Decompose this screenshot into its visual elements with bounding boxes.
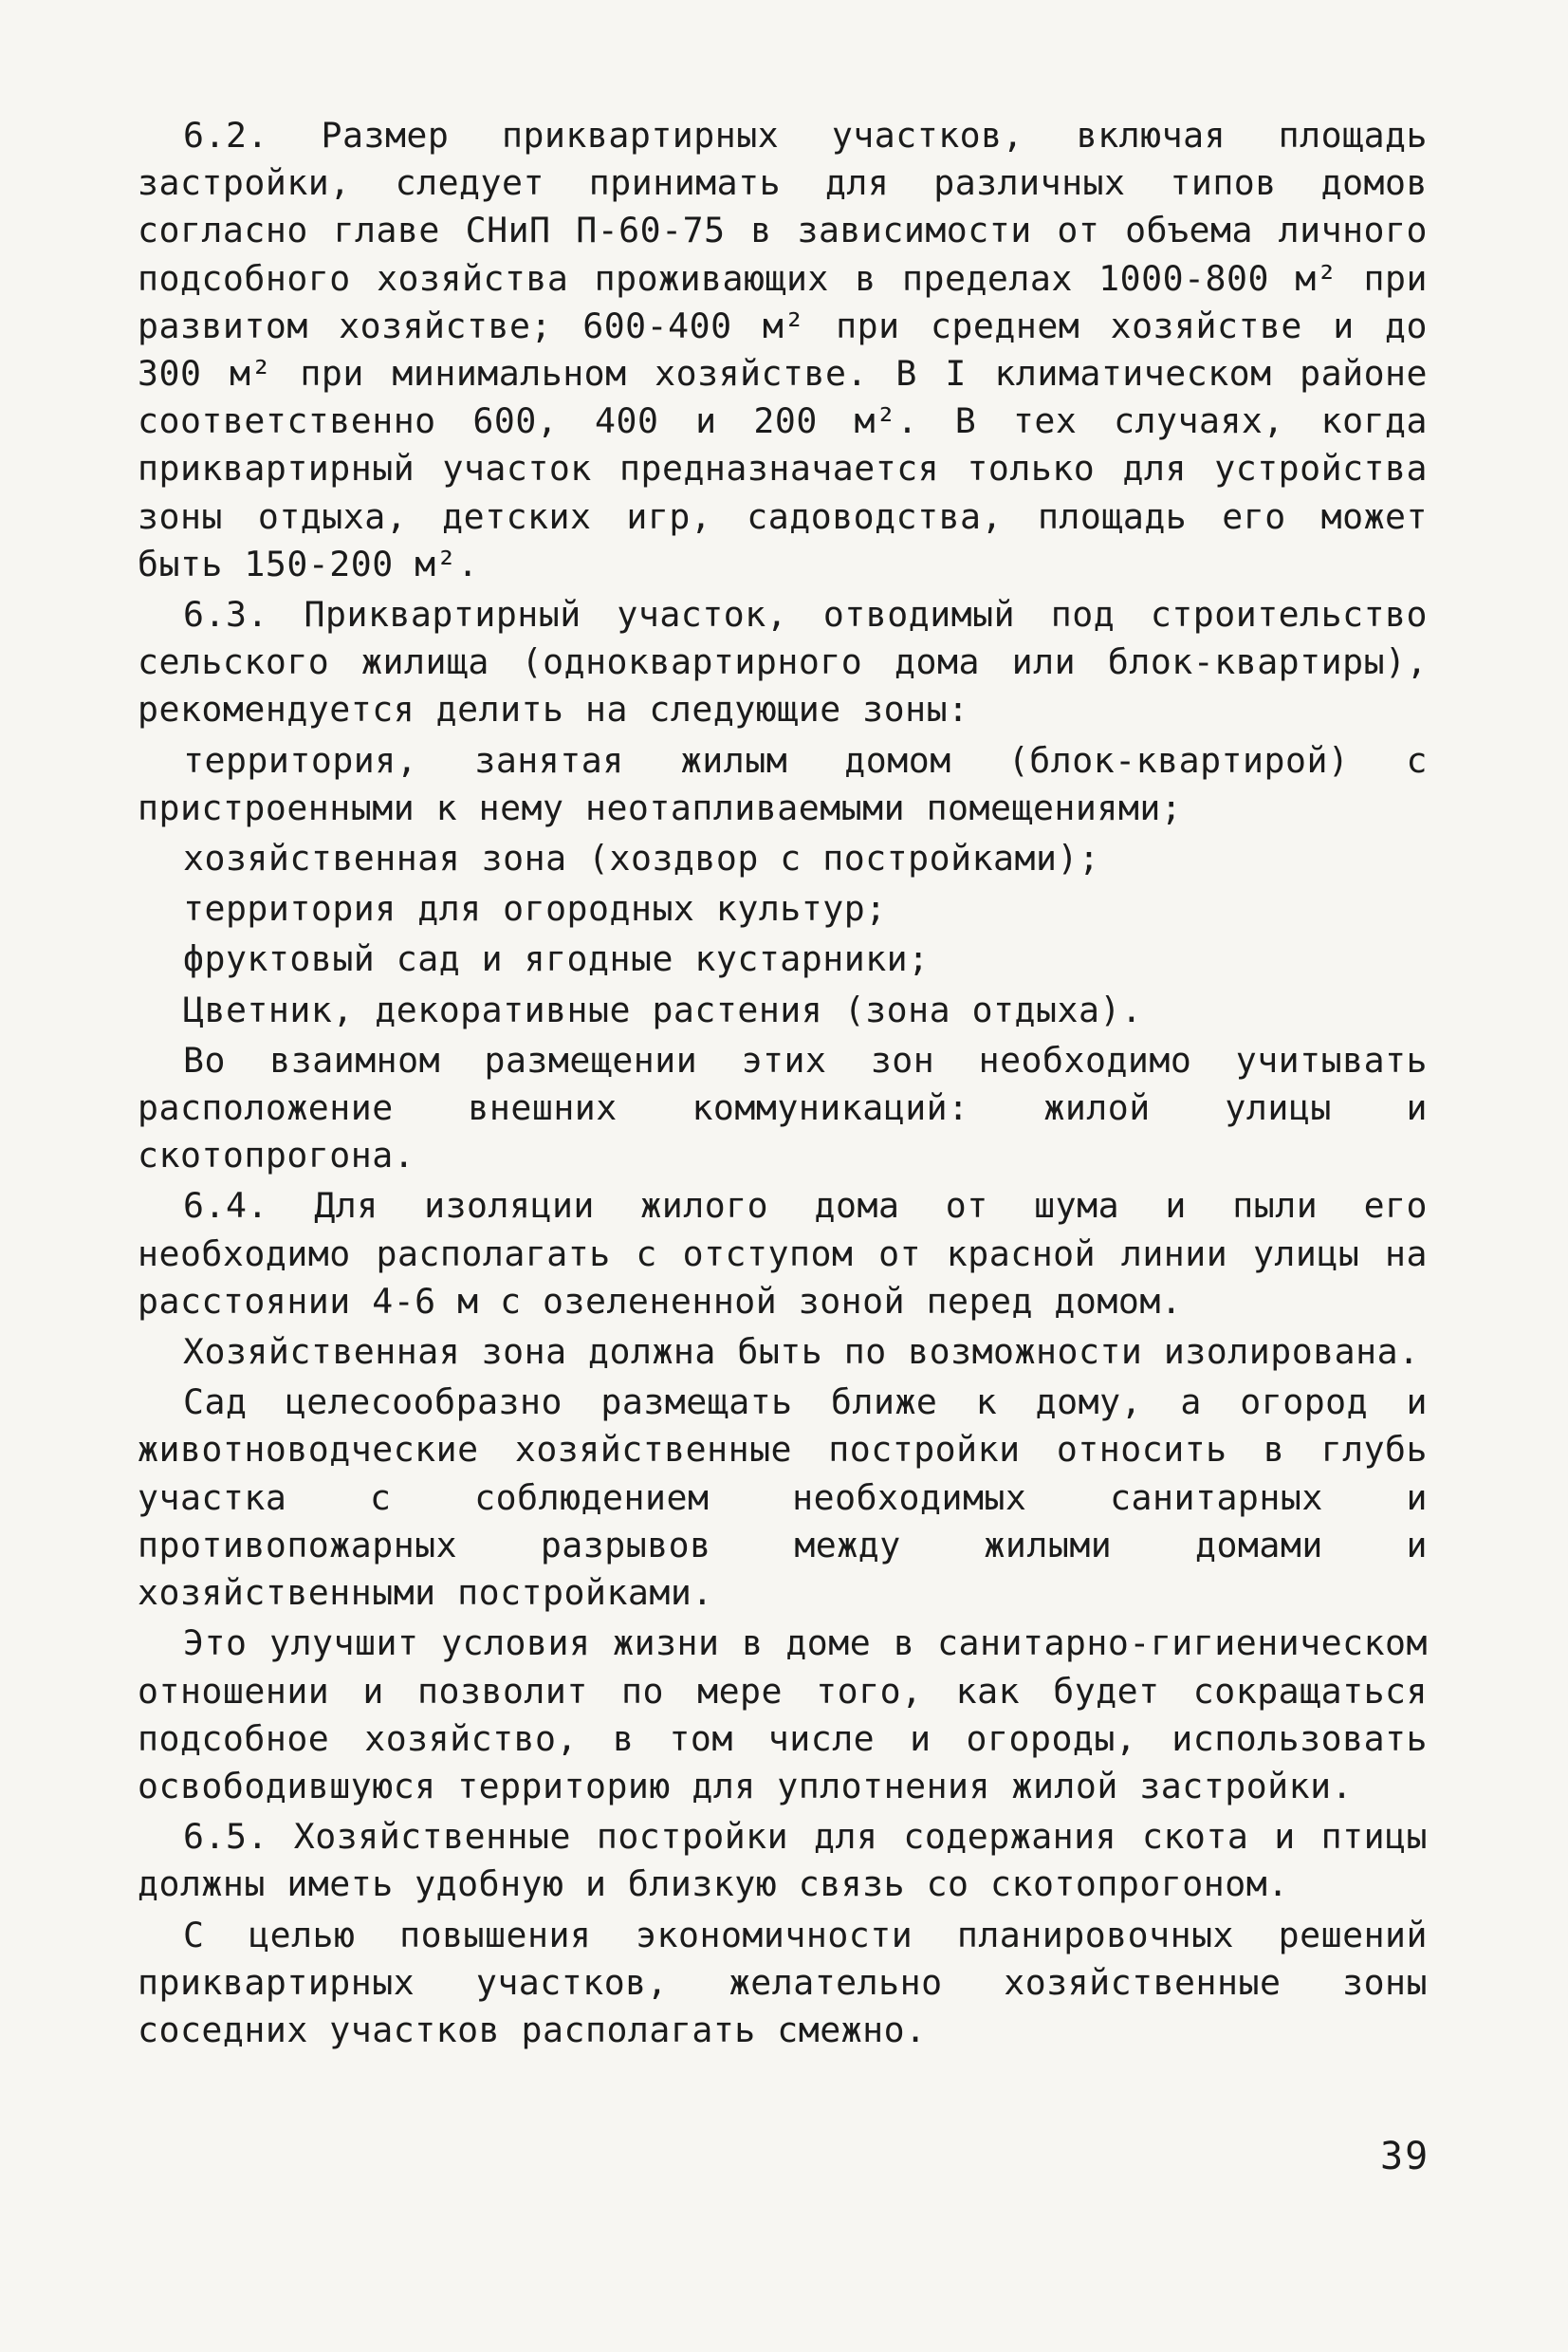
body-text — [138, 112, 1428, 2057]
paragraph-6-5: 6.5. Хозяйственные постройки для содержания скота и птицы должны иметь удобную и близкую связь со скотопрогоном. — [138, 1816, 1428, 1905]
zone-item-orchard: фруктовый сад и ягодные кустарники; — [183, 938, 930, 980]
paragraph-placement: Во взаимном размещении этих зон необходимо учитывать расположение внешних коммуникаций: жилой улицы и скотопрогона. — [138, 1039, 1428, 1176]
paragraph-6-3: 6.3. Приквартирный участок, отводимый под строительство сельского жилища (одноквартирного дома или блок-квартиры), рекомендуется делить на следующие зоны: — [138, 594, 1428, 731]
paragraph-utility-isolation: Хозяйственная зона должна быть по возможности изолирована. — [183, 1331, 1420, 1373]
zone-item-utility: хозяйственная зона (хоздвор с постройками); — [183, 838, 1100, 880]
paragraph-improvement: Это улучшит условия жизни в доме в санитарно-гигиеническом отношении и позволит по мере того, как будет сокращаться подсобное хозяйство, в том числе и огороды, использовать освободившуюся территорию для уплотнения жилой застройки. — [138, 1622, 1428, 1806]
zone-item-flowers: Цветник, декоративные растения (зона отдыха). — [183, 989, 1143, 1030]
zone-item-house: территория, занятая жилым домом (блок-квартирой) с пристроенными к нему неотапливаемыми помещениями; — [138, 739, 1428, 828]
paragraph-economy: С целью повышения экономичности планировочных решений приквартирных участков, желательно хозяйственные зоны соседних участков располагать смежно. — [138, 1914, 1428, 2050]
page-number: 39 — [1380, 2135, 1430, 2178]
paragraph-6-4: 6.4. Для изоляции жилого дома от шума и пыли его необходимо располагать с отступом от красной линии улицы на расстоянии 4-6 м с озелененной зоной перед домом. — [138, 1185, 1428, 1322]
paragraph-garden: Сад целесообразно размещать ближе к дому, а огород и животноводческие хозяйственные постройки относить в глубь участка с соблюдением необходимых санитарных и противопожарных разрывов между жилыми домами и хозяйственными постройками. — [138, 1381, 1428, 1614]
paragraph-6-2: 6.2. Размер приквартирных участков, включая площадь застройки, следует принимать для различных типов домов согласно главе СНиП П-60-75 в зависимости от объема личного подсобного хозяйства проживающих в пределах 1000-800 м² при развитом хозяйстве; 600-400 м² при среднем хозяйстве и до 300 м² при минимальном хозяйстве. В I климатическом районе соответственно 600, 400 и 200 м². В тех случаях, когда приквартирный участок предназначается только для устройства зоны отдыха, детских игр, садоводства, площадь его может быть 150-200 м². — [138, 115, 1428, 584]
zone-item-vegetables: территория для огородных культур; — [183, 888, 887, 930]
